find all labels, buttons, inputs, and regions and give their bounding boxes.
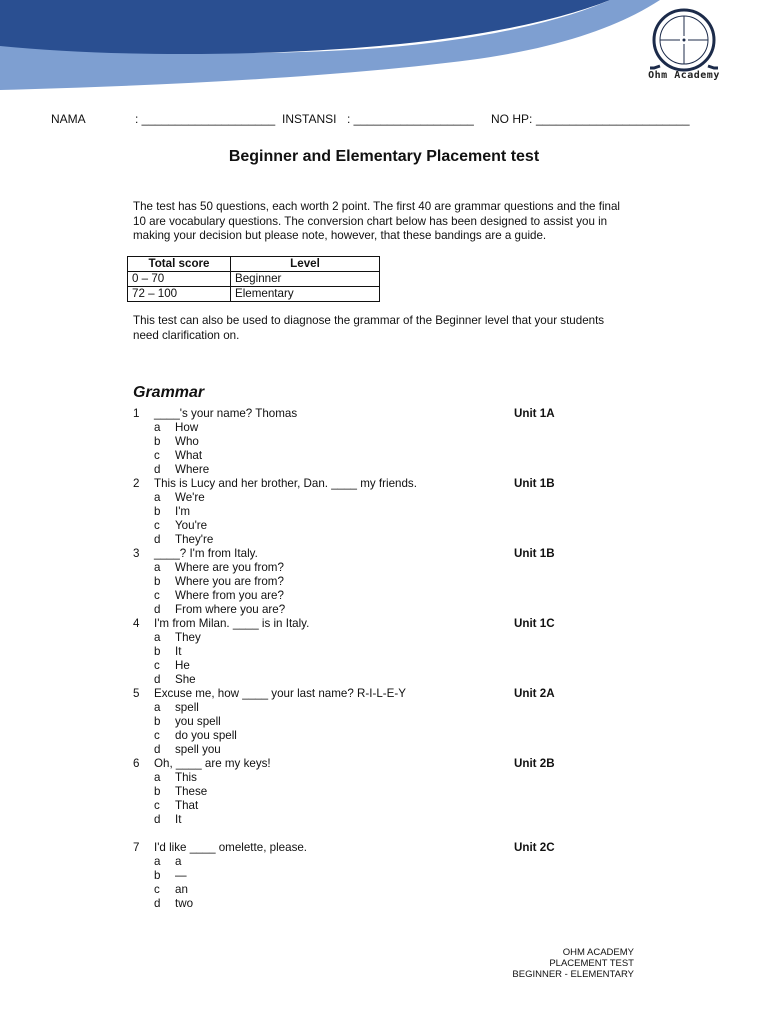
option-text: These [175, 785, 208, 798]
table-row [128, 287, 380, 302]
option-text: How [175, 421, 199, 434]
option-text: This [175, 771, 197, 784]
option-text: Where you are from? [175, 575, 284, 588]
option-text: Where from you are? [175, 589, 284, 602]
question-number: 6 [133, 757, 140, 770]
option-text: What [175, 449, 203, 462]
answer-option[interactable] [154, 463, 209, 477]
question-stem: ____'s your name? Thomas [154, 407, 298, 420]
nohp-field[interactable]: _______________________ [536, 112, 690, 126]
option-letter: b [154, 575, 161, 588]
answer-option[interactable] [154, 813, 181, 827]
answer-option[interactable] [154, 701, 199, 715]
level-cell: Beginner [231, 272, 380, 287]
score-table-header [128, 257, 380, 272]
option-text: two [175, 897, 194, 910]
question-number: 4 [133, 617, 140, 630]
option-letter: a [154, 491, 161, 504]
question-stem: ____? I'm from Italy. [154, 547, 258, 560]
answer-option[interactable] [154, 785, 207, 799]
student-info-row [0, 112, 768, 128]
option-text: They [175, 631, 201, 644]
answer-option[interactable] [154, 533, 213, 547]
option-text: It [175, 645, 182, 658]
option-text: I'm [175, 505, 191, 518]
score-cell: 0 – 70 [128, 272, 231, 287]
option-letter: b [154, 435, 161, 448]
section-title-grammar: Grammar [133, 384, 205, 401]
option-text: We're [175, 491, 205, 504]
question-stem: I'm from Milan. ____ is in Italy. [154, 617, 310, 630]
option-letter: d [154, 897, 161, 910]
option-letter: c [154, 449, 160, 462]
note-paragraph: This test can also be used to diagnose the grammar of the Beginner level that your students need clarification on. [133, 314, 605, 342]
option-letter: a [154, 855, 161, 868]
page-footer [512, 947, 634, 980]
option-letter: b [154, 645, 161, 658]
answer-option[interactable] [154, 883, 188, 897]
answer-option[interactable] [154, 449, 202, 463]
option-text: He [175, 659, 190, 672]
question-stem: Excuse me, how ____ your last name? R-I-L-E-Y [154, 687, 406, 700]
option-letter: a [154, 771, 161, 784]
answer-option[interactable] [154, 897, 193, 911]
option-text: spell [175, 701, 199, 714]
option-letter: d [154, 743, 161, 756]
level-header: Level [231, 257, 380, 272]
answer-option[interactable] [154, 561, 284, 575]
score-cell: 72 – 100 [128, 287, 231, 302]
answer-option[interactable] [154, 659, 190, 673]
option-text: Where are you from? [175, 561, 284, 574]
nama-label: NAMA [51, 112, 86, 126]
option-letter: d [154, 673, 161, 686]
option-text: From where you are? [175, 603, 286, 616]
question-number: 7 [133, 841, 140, 854]
answer-option[interactable] [154, 435, 199, 449]
option-text: — [175, 869, 187, 882]
question-number: 1 [133, 407, 140, 420]
answer-option[interactable] [154, 603, 285, 617]
option-text: That [175, 799, 199, 812]
nama-field[interactable]: : ____________________ [135, 112, 276, 126]
option-letter: a [154, 631, 161, 644]
question-stem: I'd like ____ omelette, please. [154, 841, 308, 854]
question-stem: Oh, ____ are my keys! [154, 757, 271, 770]
option-text: Who [175, 435, 199, 448]
option-text: You're [175, 519, 208, 532]
question-number: 5 [133, 687, 140, 700]
footer-line: BEGINNER - ELEMENTARY [512, 969, 634, 980]
option-text: It [175, 813, 182, 826]
nohp-label: NO HP: [491, 112, 533, 126]
option-letter: d [154, 813, 161, 826]
option-text: you spell [175, 715, 221, 728]
answer-option[interactable] [154, 715, 221, 729]
answer-option[interactable] [154, 631, 201, 645]
answer-option[interactable] [154, 505, 190, 519]
option-letter: b [154, 785, 161, 798]
question-unit: Unit 1B [514, 477, 555, 490]
option-letter: c [154, 883, 160, 896]
option-letter: c [154, 589, 160, 602]
answer-option[interactable] [154, 421, 198, 435]
question-stem: This is Lucy and her brother, Dan. ____ my friends. [154, 477, 417, 490]
question-unit: Unit 2A [514, 687, 555, 700]
level-cell: Elementary [231, 287, 380, 302]
option-text: Where [175, 463, 210, 476]
option-text: She [175, 673, 196, 686]
question-number: 2 [133, 477, 140, 490]
option-letter: d [154, 603, 161, 616]
question-unit: Unit 2C [514, 841, 555, 854]
question-unit: Unit 1B [514, 547, 555, 560]
intro-paragraph: The test has 50 questions, each worth 2 point. The first 40 are grammar questions and the final 10 are vocabulary questions. The conversion chart below has been designed to assist you in making your decision but please note, however, that these bandings are a guide. [133, 200, 620, 242]
page-title: Beginner and Elementary Placement test [228, 148, 540, 165]
footer-line: OHM ACADEMY [562, 947, 634, 958]
question-unit: Unit 1C [514, 617, 555, 630]
option-letter: c [154, 729, 160, 742]
question-unit: Unit 2B [514, 757, 555, 770]
logo-wordmark: Ohm Academy [648, 70, 720, 81]
answer-option[interactable] [154, 645, 181, 659]
option-letter: b [154, 869, 161, 882]
option-letter: c [154, 659, 160, 672]
option-letter: a [154, 561, 161, 574]
answer-option[interactable] [154, 743, 221, 757]
option-letter: c [154, 519, 160, 532]
option-letter: a [154, 421, 161, 434]
option-letter: d [154, 463, 161, 476]
answer-option[interactable] [154, 729, 237, 743]
option-text: a [175, 855, 182, 868]
footer-line: PLACEMENT TEST [549, 958, 634, 969]
answer-option[interactable] [154, 799, 198, 813]
option-letter: b [154, 715, 161, 728]
table-row [128, 272, 380, 287]
question-unit: Unit 1A [514, 407, 555, 420]
instansi-label: INSTANSI [282, 112, 337, 126]
answer-option[interactable] [154, 491, 205, 505]
option-text: do you spell [175, 729, 237, 742]
answer-option[interactable] [154, 869, 187, 883]
answer-option[interactable] [154, 589, 284, 603]
score-table [127, 256, 380, 302]
option-text: an [175, 883, 188, 896]
answer-option[interactable] [154, 673, 196, 687]
answer-option[interactable] [154, 575, 284, 589]
option-text: They're [175, 533, 214, 546]
option-text: spell you [175, 743, 221, 756]
option-letter: a [154, 701, 161, 714]
option-letter: d [154, 533, 161, 546]
answer-option[interactable] [154, 771, 197, 785]
answer-option[interactable] [154, 855, 181, 869]
score-header: Total score [128, 257, 231, 272]
option-letter: c [154, 799, 160, 812]
option-letter: b [154, 505, 161, 518]
question-number: 3 [133, 547, 140, 560]
answer-option[interactable] [154, 519, 207, 533]
instansi-field[interactable]: : __________________ [347, 112, 474, 126]
